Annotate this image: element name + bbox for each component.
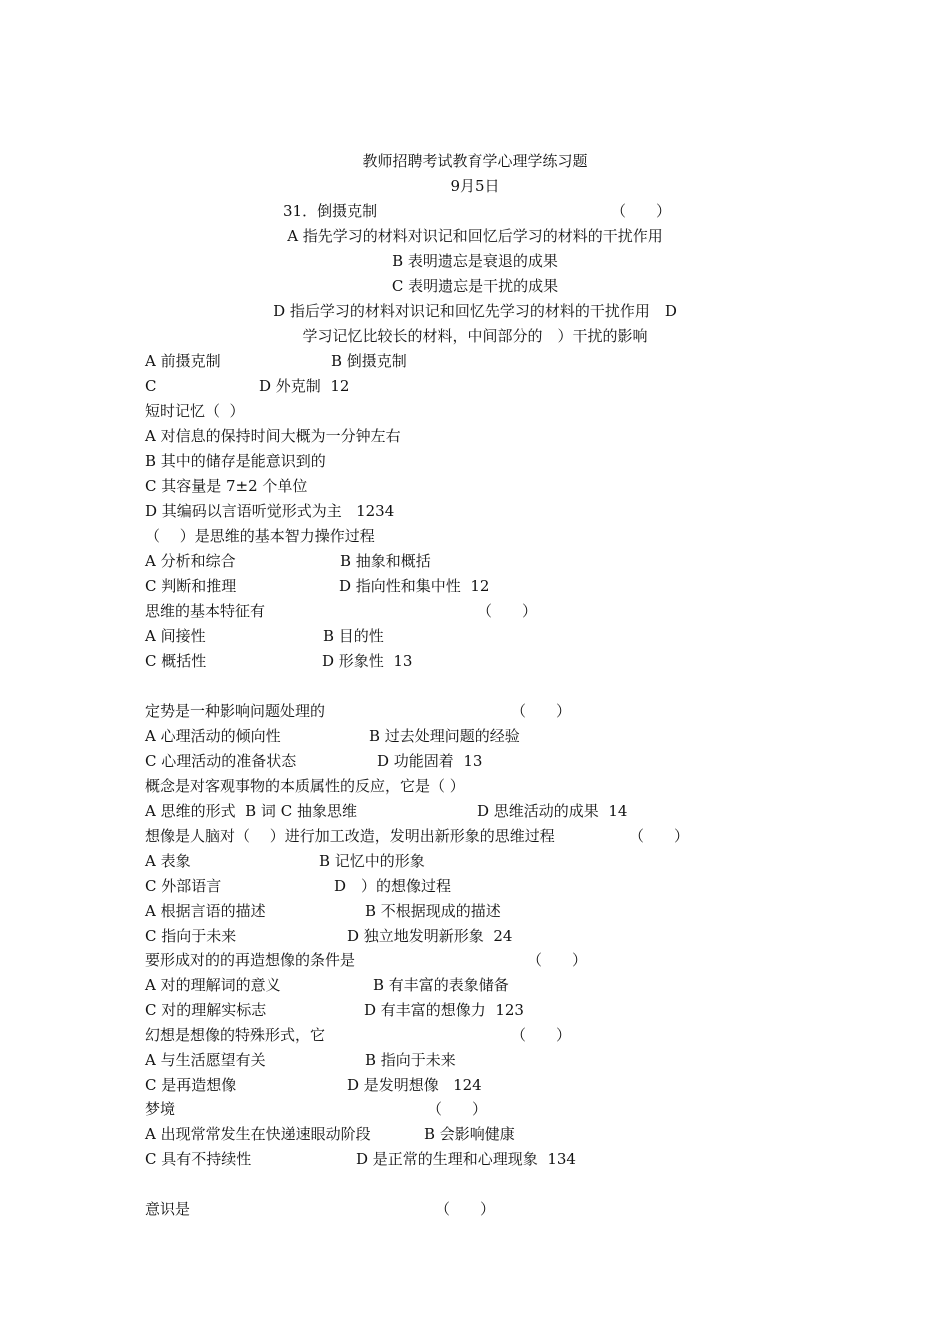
question-stem: 幻想是想像的特殊形式，它 — [145, 1026, 326, 1044]
q31-option-d: D 指后学习的材料对识记和回忆先学习的材料的干扰作用 D — [273, 302, 677, 320]
option-a: A 对信息的保持时间大概为一分钟左右 — [145, 427, 401, 445]
option-a: A 表象 — [145, 852, 191, 870]
option-a: A 分析和综合 — [145, 552, 236, 570]
option-d: D 形象性 13 — [322, 652, 413, 670]
question-stem: 梦境 — [145, 1100, 176, 1118]
option-c: C 心理活动的准备状态 — [145, 752, 297, 770]
option-d: D 是发明想像 124 — [347, 1076, 482, 1094]
option-a-b-c: A 思维的形式 B 词 C 抽象思维 — [145, 802, 357, 820]
question-stem: （ ）是思维的基本智力操作过程 — [145, 527, 375, 545]
option-d: D 思维活动的成果 14 — [477, 802, 628, 820]
document-date: 9月5日 — [450, 177, 500, 195]
option-d: D 是正常的生理和心理现象 134 — [356, 1150, 576, 1168]
question-stem: 定势是一种影响问题处理的 — [145, 702, 326, 720]
question-stem: 想像是人脑对（ ）进行加工改造，发明出新形象的思维过程 — [145, 827, 555, 845]
q31-option-a: A 指先学习的材料对识记和回忆后学习的材料的干扰作用 — [287, 227, 663, 245]
option-c: C 指向于未来 — [145, 927, 237, 945]
q31-option-b: B 表明遗忘是衰退的成果 — [392, 252, 558, 270]
answer-paren: （ ） — [427, 1100, 488, 1118]
option-a: A 根据言语的描述 — [145, 902, 266, 920]
question-stem: 学习记忆比较长的材料，中间部分的 ）干扰的影响 — [302, 327, 648, 345]
option-d: D 其编码以言语听觉形式为主 1234 — [145, 502, 395, 520]
option-b: B 会影响健康 — [424, 1125, 515, 1143]
option-a: A 与生活愿望有关 — [145, 1051, 266, 1069]
option-d: D 功能固着 13 — [377, 752, 483, 770]
option-d: D 指向性和集中性 12 — [339, 577, 490, 595]
q31-option-c: C 表明遗忘是干扰的成果 — [391, 277, 559, 295]
option-a: A 出现常常发生在快递速眼动阶段 — [145, 1125, 371, 1143]
document-title: 教师招聘考试教育学心理学练习题 — [362, 152, 588, 170]
q31-answer-paren: （ ） — [611, 202, 672, 220]
answer-paren: （ ） — [511, 702, 572, 720]
option-b: B 其中的储存是能意识到的 — [145, 452, 326, 470]
question-stem: 要形成对的的再造想像的条件是 — [145, 951, 356, 969]
question-stem: 概念是对客观事物的本质属性的反应，它是（ ） — [145, 777, 465, 795]
option-c: C 是再造想像 — [145, 1076, 237, 1094]
question-stem: 意识是 — [145, 1200, 191, 1218]
question-stem: 思维的基本特征有 — [145, 602, 266, 620]
option-b: B 不根据现成的描述 — [365, 902, 501, 920]
option-c: C 概括性 — [145, 652, 207, 670]
option-d: D 有丰富的想像力 123 — [364, 1001, 524, 1019]
option-b: B 目的性 — [323, 627, 384, 645]
answer-paren: （ ） — [511, 1026, 572, 1044]
option-c: C — [145, 377, 157, 395]
option-c: C 其容量是 7±2 个单位 — [145, 477, 308, 495]
option-d: D ）的想像过程 — [334, 877, 452, 895]
answer-paren: （ ） — [477, 602, 538, 620]
option-a: A 间接性 — [145, 627, 206, 645]
q31-stem: 31．倒摄克制 — [283, 202, 378, 220]
option-c: C 具有不持续性 — [145, 1150, 252, 1168]
option-b: B 抽象和概括 — [340, 552, 431, 570]
option-a: A 前摄克制 — [145, 352, 221, 370]
option-b: B 倒摄克制 — [331, 352, 407, 370]
answer-paren: （ ） — [527, 951, 588, 969]
option-b: B 过去处理问题的经验 — [369, 727, 520, 745]
option-b: B 指向于未来 — [365, 1051, 456, 1069]
option-b: B 记忆中的形象 — [319, 852, 425, 870]
option-a: A 心理活动的倾向性 — [145, 727, 281, 745]
option-c: C 对的理解实标志 — [145, 1001, 267, 1019]
answer-paren: （ ） — [435, 1200, 496, 1218]
option-d: D 外克制 12 — [259, 377, 350, 395]
option-c: C 外部语言 — [145, 877, 222, 895]
option-d: D 独立地发明新形象 24 — [347, 927, 513, 945]
option-c: C 判断和推理 — [145, 577, 237, 595]
answer-paren: （ ） — [629, 827, 690, 845]
option-a: A 对的理解词的意义 — [145, 976, 281, 994]
option-b: B 有丰富的表象储备 — [373, 976, 509, 994]
question-stem: 短时记忆（ ） — [145, 402, 245, 420]
